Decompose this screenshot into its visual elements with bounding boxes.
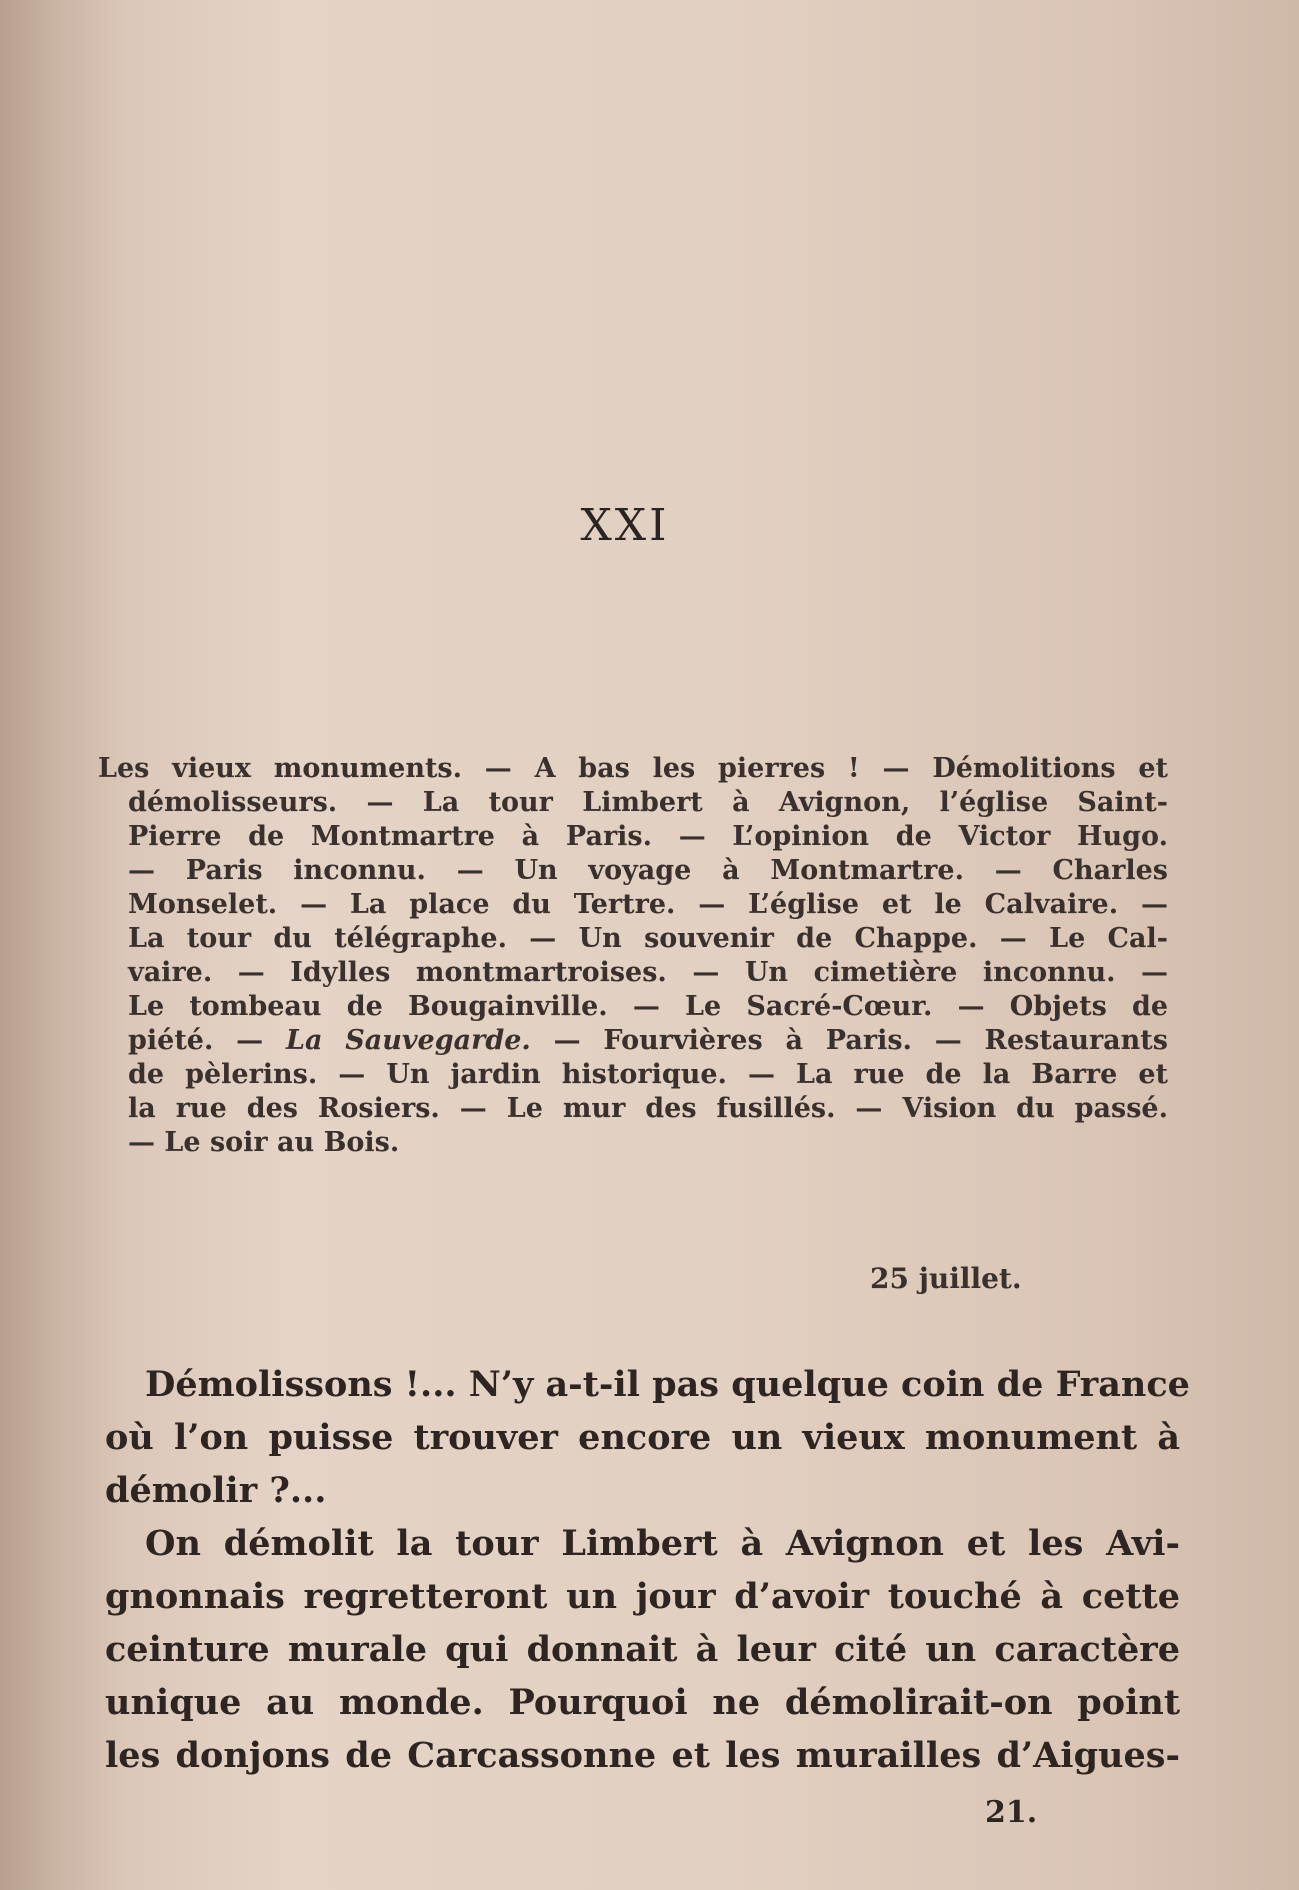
body-line: unique au monde. Pourquoi ne démolirait-on point — [105, 1682, 1180, 1723]
summary-line: Pierre de Montmartre à Paris. — L’opinion de Victor Hugo. — [128, 821, 1168, 852]
summary-line: Le tombeau de Bougainville. — Le Sacré-Cœur. — Objets de — [128, 991, 1168, 1022]
summary-text: piété. — — [128, 1025, 286, 1056]
summary-text: — Fourvières à Paris. — Restaurants — [530, 1025, 1168, 1056]
summary-line: Monselet. — La place du Tertre. — L’église et le Calvaire. — — [128, 889, 1168, 920]
chapter-number: XXI — [580, 500, 670, 551]
summary-line: — Le soir au Bois. — [128, 1127, 400, 1158]
body-line: démolir ?... — [105, 1470, 327, 1511]
summary-line: Les vieux monuments. — A bas les pierres ! — Démolitions et — [98, 753, 1168, 784]
summary-line: La tour du télégraphe. — Un souvenir de Chappe. — Le Cal- — [128, 923, 1168, 954]
summary-line: démolisseurs. — La tour Limbert à Avignon, l’église Saint- — [128, 787, 1168, 818]
body-line: gnonnais regretteront un jour d’avoir touché à cette — [105, 1576, 1180, 1617]
body-line: On démolit la tour Limbert à Avignon et les Avi- — [145, 1523, 1180, 1564]
summary-line: vaire. — Idylles montmartroises. — Un cimetière inconnu. — — [128, 957, 1168, 988]
body-line: ceinture murale qui donnait à leur cité un caractère — [105, 1629, 1180, 1670]
entry-date: 25 juillet. — [870, 1262, 1022, 1295]
summary-line: — Paris inconnu. — Un voyage à Montmartre. — Charles — [128, 855, 1168, 886]
signature-mark: 21. — [985, 1795, 1038, 1830]
summary-line: la rue des Rosiers. — Le mur des fusillés. — Vision du passé. — [128, 1093, 1168, 1124]
summary-line: de pèlerins. — Un jardin historique. — La rue de la Barre et — [128, 1059, 1168, 1090]
summary-italic-title: La Sauvegarde. — [285, 1025, 531, 1056]
body-text — [105, 1358, 1190, 1782]
chapter-summary — [98, 752, 1168, 1160]
summary-line — [98, 1024, 1168, 1058]
body-line: les donjons de Carcassonne et les murailles d’Aigues- — [105, 1735, 1180, 1776]
body-line: Démolissons !... N’y a-t-il pas quelque coin de France — [145, 1364, 1190, 1405]
body-line: où l’on puisse trouver encore un vieux monument à — [105, 1417, 1180, 1458]
